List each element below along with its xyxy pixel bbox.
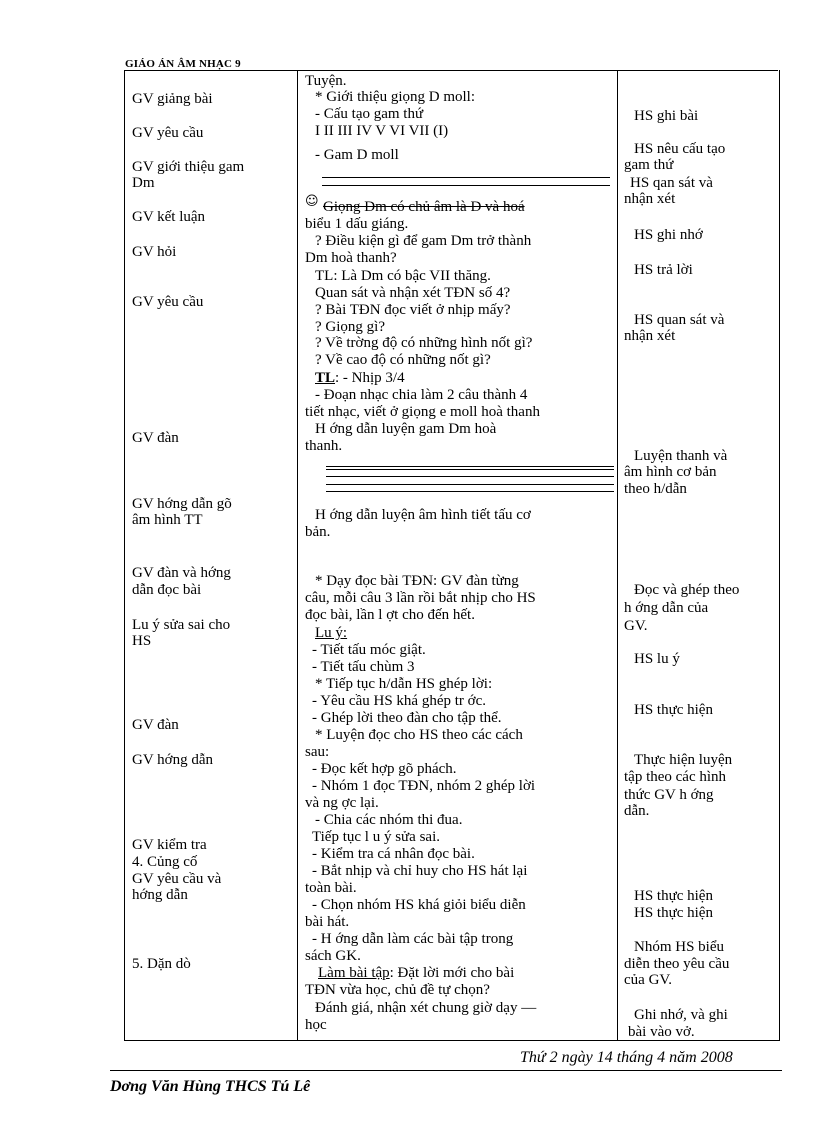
student-activity: HS lu ý	[634, 651, 680, 667]
content-line: câu, mỗi câu 3 lần rồi bắt nhịp cho HS	[305, 590, 536, 606]
student-activity: nhận xét	[624, 191, 676, 207]
page-header-title: GIÁO ÁN ÂM NHẠC 9	[125, 58, 241, 70]
student-activity: âm hình cơ bản	[624, 464, 717, 480]
content-line: H ớng dẫn luyện gam Dm hoà	[315, 421, 497, 437]
staff-rule	[326, 491, 614, 492]
content-line: - Nhóm 1 đọc TĐN, nhóm 2 ghép lời	[312, 778, 536, 794]
content-line: thanh.	[305, 438, 343, 454]
teacher-activity: GV hỏi	[132, 244, 177, 260]
teacher-activity: GV yêu cầu và	[132, 871, 222, 887]
content-line: sau:	[305, 744, 330, 760]
content-line: bài hát.	[305, 914, 350, 930]
teacher-activity: GV yêu cầu	[132, 294, 204, 310]
content-line: Quan sát và nhận xét TĐN số 4?	[315, 285, 511, 301]
student-activity: GV.	[624, 618, 648, 634]
student-activity: tập theo các hình	[624, 769, 727, 785]
student-activity: HS ghi nhớ	[634, 227, 703, 243]
content-line: Dm hoà thanh?	[305, 250, 397, 266]
student-activity: Nhóm HS biểu	[634, 939, 724, 955]
teacher-activity: dẫn đọc bài	[132, 582, 202, 598]
content-line: - Tiết tấu chùm 3	[312, 659, 415, 675]
content-line: Đánh giá, nhận xét chung giờ dạy —	[315, 1000, 537, 1016]
teacher-activity: GV kiểm tra	[132, 837, 207, 853]
content-line	[315, 371, 405, 385]
teacher-activity: 5. Dặn dò	[132, 956, 191, 972]
student-activity: theo h/dẫn	[624, 481, 687, 497]
content-line: bản.	[305, 524, 331, 540]
teacher-activity: GV hớng dẫn gõ	[132, 496, 232, 512]
student-activity: dẫn.	[624, 803, 650, 819]
content-line: - Yêu cầu HS khá ghép tr ớc.	[312, 693, 486, 709]
student-activity: thức GV h ớng	[624, 787, 714, 803]
content-line: - Cấu tạo gam thứ	[315, 106, 424, 122]
staff-rule	[326, 469, 614, 470]
content-line: ? Bài TĐN đọc viết ở nhịp mấy?	[315, 302, 511, 318]
content-line: * Dạy đọc bài TĐN: GV đàn từng	[315, 573, 519, 589]
answer-label: TL	[315, 370, 336, 386]
student-activity: h ớng dẫn của	[624, 600, 709, 616]
student-activity: Thực hiện luyện	[634, 752, 733, 768]
teacher-activity: Lu ý sửa sai cho	[132, 617, 231, 633]
content-line	[318, 966, 514, 980]
teacher-activity: GV hớng dẫn	[132, 752, 213, 768]
lesson-date: Thứ 2 ngày 14 tháng 4 năm 2008	[520, 1049, 733, 1066]
staff-rule	[322, 185, 610, 186]
teacher-activity: Dm	[132, 175, 155, 191]
student-activity: HS thực hiện	[634, 905, 713, 921]
teacher-activity: GV giới thiệu gam	[132, 159, 245, 175]
content-line: toàn bài.	[305, 880, 357, 896]
student-activity: HS thực hiện	[634, 888, 713, 904]
content-line: Tuyện.	[305, 73, 347, 89]
student-activity: nhận xét	[624, 328, 676, 344]
student-activity: HS trả lời	[634, 262, 693, 278]
content-line: - Chia các nhóm thi đua.	[315, 812, 463, 828]
author-line: Dơng Văn Hùng THCS Tú Lê	[110, 1078, 311, 1095]
student-activity: gam thứ	[624, 157, 674, 173]
homework-text: : Đặt lời mới cho bài	[389, 965, 515, 981]
content-line: - Kiểm tra cá nhân đọc bài.	[312, 846, 475, 862]
student-activity: Luyện thanh và	[634, 448, 728, 464]
content-line: và ng ợc lại.	[305, 795, 379, 811]
content-line: TĐN vừa học, chủ đề tự chọn?	[305, 982, 490, 998]
content-line: H ớng dẫn luyện âm hình tiết tấu cơ	[315, 507, 531, 523]
content-line: - Bắt nhịp và chỉ huy cho HS hát lại	[312, 863, 528, 879]
student-activity: Ghi nhớ, và ghi	[634, 1007, 728, 1023]
teacher-activity: 4. Củng cố	[132, 854, 198, 870]
content-line: - Ghép lời theo đàn cho tập thể.	[312, 710, 502, 726]
student-activity: bài vào vở.	[628, 1024, 695, 1040]
content-line: - Chọn nhóm HS khá giỏi biểu diễn	[312, 897, 526, 913]
staff-rule	[326, 466, 614, 467]
content-line: tiết nhạc, viết ở giọng e moll hoà thanh	[305, 404, 540, 420]
content-line: Tiếp tục l u ý sửa sai.	[312, 829, 440, 845]
student-activity: HS ghi bài	[634, 108, 699, 124]
content-line: ? Về cao độ có những nốt gì?	[315, 352, 491, 368]
staff-rule	[322, 177, 610, 178]
content-line: * Giới thiệu giọng D moll:	[315, 89, 476, 105]
content-line: Lu ý:	[315, 625, 348, 641]
homework-label: Làm bài tập	[318, 965, 390, 981]
student-activity: diễn theo yêu cầu	[624, 956, 730, 972]
content-line: - Tiết tấu móc giật.	[312, 642, 426, 658]
staff-rule	[326, 476, 614, 477]
content-line: biểu 1 dấu giáng.	[305, 216, 409, 232]
teacher-activity: hớng dẫn	[132, 887, 188, 903]
content-line: * Tiếp tục h/dẫn HS ghép lời:	[315, 676, 493, 692]
student-activity: HS nêu cấu tạo	[634, 141, 726, 157]
teacher-activity: GV yêu cầu	[132, 125, 204, 141]
teacher-activity: HS	[132, 633, 152, 649]
content-line: ? Giọng gì?	[315, 319, 385, 335]
content-line: TL: Là Dm có bậc VII thăng.	[315, 268, 491, 284]
student-activity: của GV.	[624, 972, 673, 988]
answer-text: : - Nhịp 3/4	[335, 370, 405, 386]
content-line: ? Về trờng độ có những hình nốt gì?	[315, 335, 533, 351]
column-divider-2	[617, 70, 618, 1041]
teacher-activity: âm hình TT	[132, 512, 203, 528]
content-line: Giọng Dm có chủ âm là D và hoá	[323, 199, 525, 215]
content-line: - Đọc kết hợp gõ phách.	[312, 761, 457, 777]
content-line: ? Điều kiện gì để gam Dm trở thành	[315, 233, 532, 249]
content-line: - Đoạn nhạc chia làm 2 câu thành 4	[315, 387, 528, 403]
content-line: * Luyện đọc cho HS theo các cách	[315, 727, 523, 743]
column-divider-1	[297, 70, 298, 1041]
footer-rule	[110, 1070, 782, 1071]
content-line: học	[305, 1017, 327, 1033]
content-line: sách GK.	[305, 948, 361, 964]
teacher-activity: GV kết luận	[132, 209, 206, 225]
staff-rule	[326, 484, 614, 485]
content-line: I II III IV V VI VII (I)	[315, 123, 449, 139]
student-activity: HS qan sát và	[630, 175, 713, 191]
teacher-activity: GV đàn	[132, 717, 179, 733]
student-activity: Đọc và ghép theo	[634, 582, 740, 598]
content-line: - H ớng dẫn làm các bài tập trong	[312, 931, 514, 947]
teacher-activity: GV giảng bài	[132, 91, 213, 107]
smiley-icon: ☺	[305, 194, 319, 209]
content-line: đọc bài, lần l ợt cho đến hết.	[305, 607, 475, 623]
student-activity: HS thực hiện	[634, 702, 713, 718]
teacher-activity: GV đàn	[132, 430, 179, 446]
content-line: - Gam D moll	[315, 147, 399, 163]
teacher-activity: GV đàn và hớng	[132, 565, 231, 581]
student-activity: HS quan sát và	[634, 312, 725, 328]
